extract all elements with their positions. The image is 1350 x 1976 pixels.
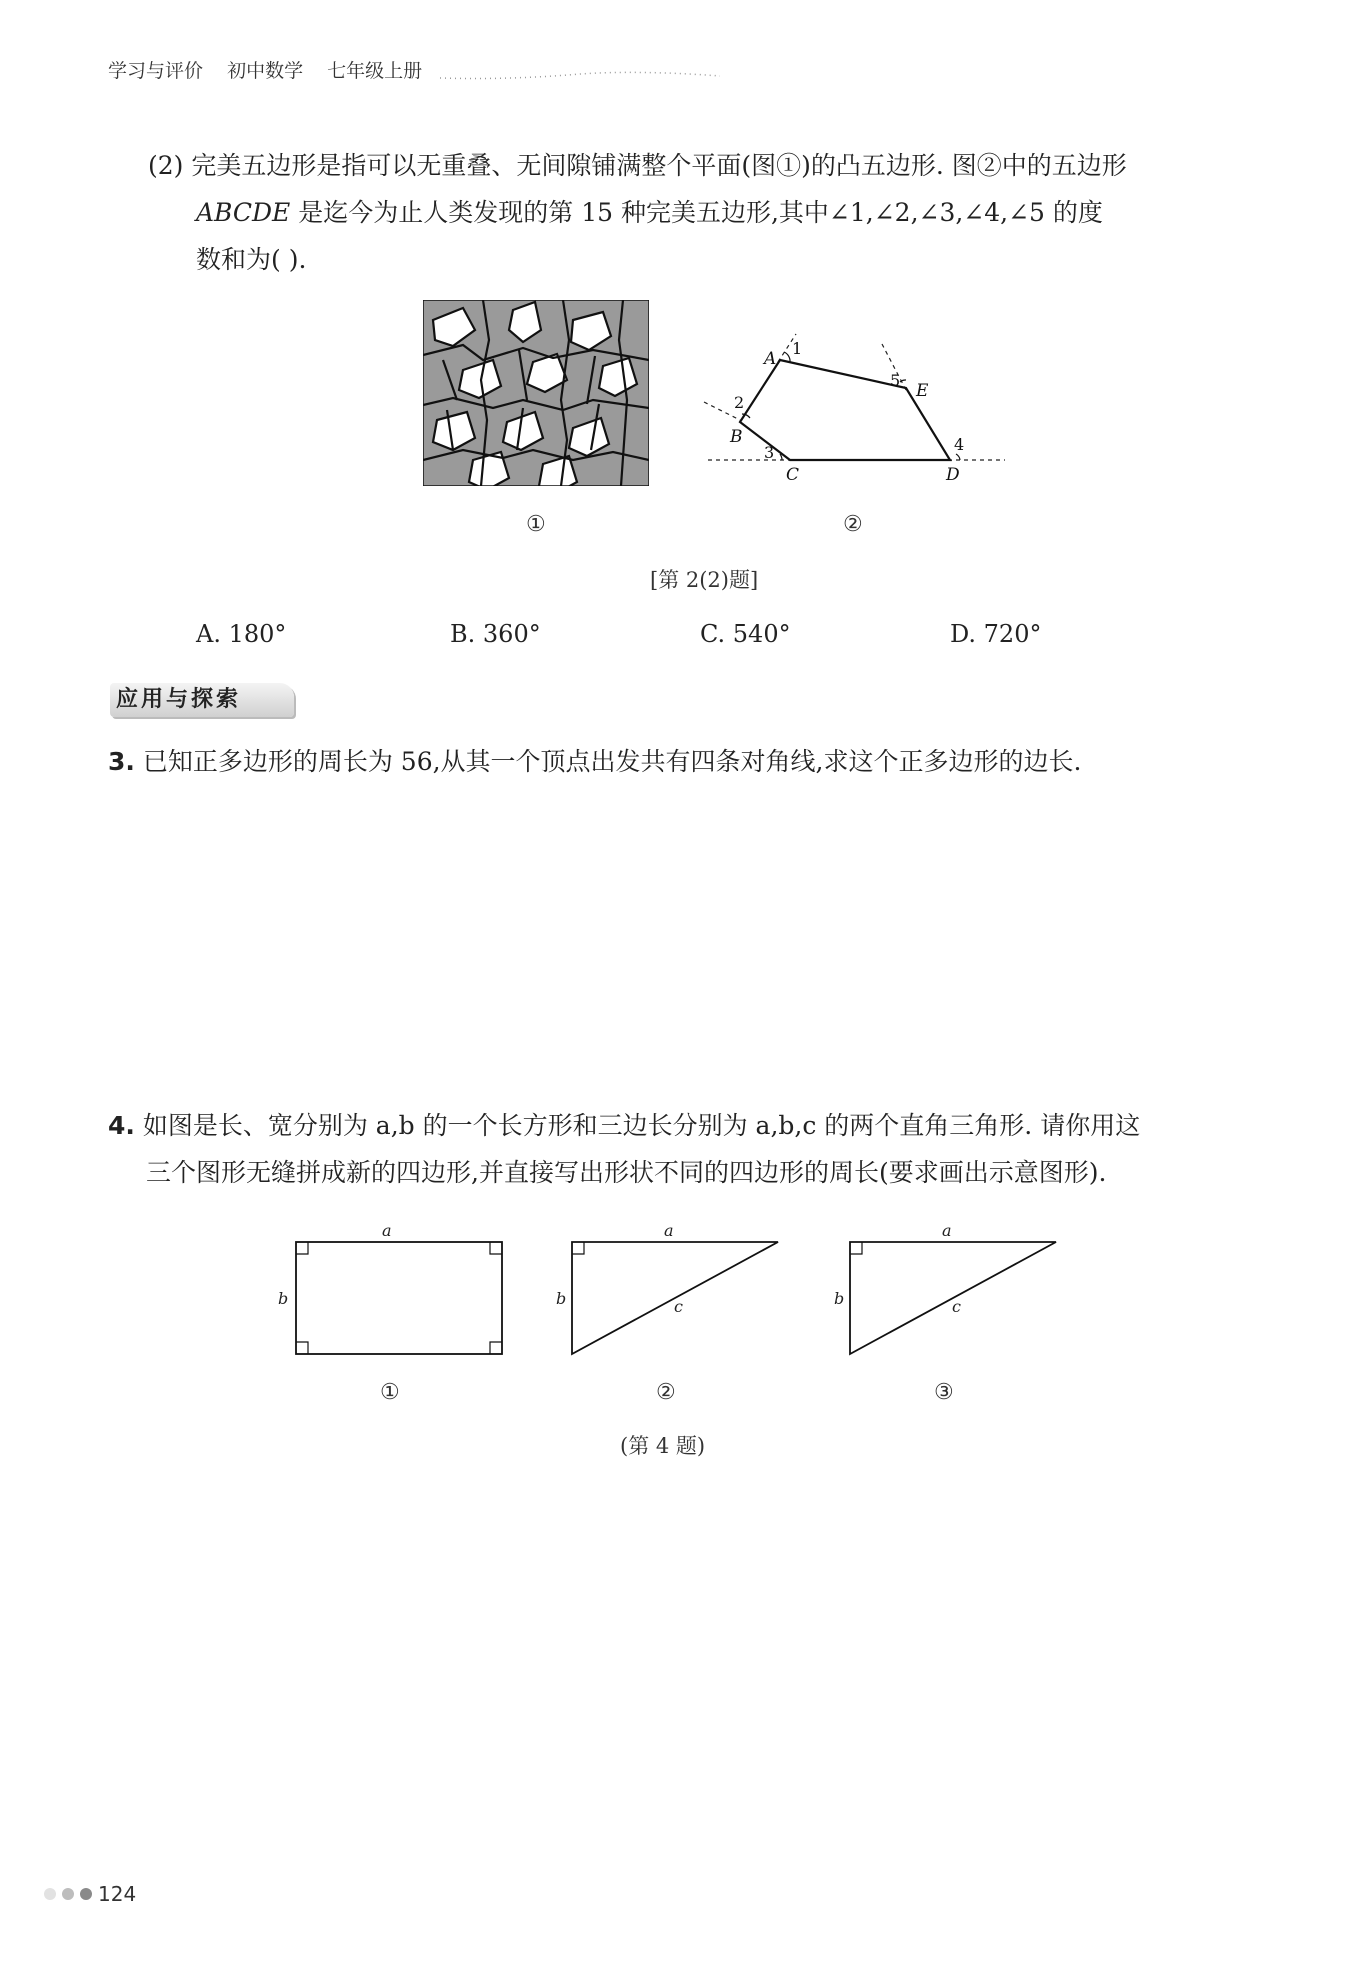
angle-label-5: 5 — [890, 371, 901, 390]
header-grade: 七年级上册 — [327, 60, 423, 82]
fig4-label-3: ③ — [934, 1380, 954, 1405]
pentagon-figure — [700, 330, 1010, 490]
footer-dot-icon — [44, 1888, 56, 1900]
question-4-line1 — [108, 1102, 1140, 1149]
tri3-side-b: b — [834, 1289, 845, 1308]
header-book: 学习与评价 — [108, 60, 204, 82]
q2-2-line1: (2) 完美五边形是指可以无重叠、无间隙铺满整个平面(图①)的凸五边形. 图②中的五边形 — [148, 151, 1127, 180]
tri3-side-c: c — [952, 1297, 961, 1316]
q2-2-line2-rest: 是迄今为止人类发现的第 15 种完美五边形,其中∠1,∠2,∠3,∠4,∠5 的度 — [290, 198, 1103, 227]
tiling-figure — [423, 300, 649, 486]
fig4-label-1: ① — [380, 1380, 400, 1405]
option-b: B. 360° — [450, 620, 541, 648]
angle-label-1: 1 — [792, 339, 803, 358]
page-header — [108, 56, 440, 83]
tri2-side-c: c — [674, 1297, 683, 1316]
rect-side-b: b — [278, 1289, 289, 1308]
header-subject: 初中数学 — [227, 60, 304, 82]
q3-number: 3. — [108, 747, 135, 776]
triangle-figure-2 — [548, 1220, 788, 1370]
rect-side-a: a — [382, 1221, 392, 1240]
vertex-b: B — [730, 427, 743, 447]
rectangle-figure — [270, 1220, 510, 1370]
vertex-d: D — [946, 465, 960, 485]
q2-2-line3: 数和为( ). — [196, 245, 307, 274]
tri3-side-a: a — [942, 1221, 952, 1240]
angle-label-4: 4 — [954, 435, 965, 454]
question-4-line2: 三个图形无缝拼成新的四边形,并直接写出形状不同的四边形的周长(要求画出示意图形). — [146, 1158, 1107, 1187]
fig4-label-2: ② — [656, 1380, 676, 1405]
q4-line1-text: 如图是长、宽分别为 a,b 的一个长方形和三边长分别为 a,b,c 的两个直角三角形. 请你用这 — [134, 1111, 1141, 1140]
header-decoration — [440, 68, 720, 82]
question-3 — [108, 738, 1081, 785]
tri2-side-b: b — [556, 1289, 567, 1308]
q2-2-caption: [第 2(2)题] — [650, 568, 759, 592]
pentagon-name: ABCDE — [196, 198, 291, 227]
footer-dot-icon — [62, 1888, 74, 1900]
footer-dot-icon — [80, 1888, 92, 1900]
vertex-a: A — [764, 349, 777, 369]
option-d: D. 720° — [950, 620, 1042, 648]
fig1-label: ① — [526, 512, 546, 537]
tri2-side-a: a — [664, 1221, 674, 1240]
section-title: 应用与探索 — [110, 683, 294, 717]
vertex-e: E — [916, 381, 929, 401]
q2-2-line2 — [196, 189, 1103, 236]
page-number: 124 — [98, 1882, 137, 1906]
option-a: A. 180° — [196, 620, 287, 648]
triangle-figure-3 — [826, 1220, 1066, 1370]
vertex-c: C — [786, 465, 800, 485]
option-c: C. 540° — [700, 620, 791, 648]
angle-label-3: 3 — [764, 443, 775, 462]
q4-number: 4. — [108, 1111, 135, 1140]
q4-caption: (第 4 题) — [620, 1434, 706, 1458]
fig2-label: ② — [843, 512, 863, 537]
angle-label-2: 2 — [734, 393, 745, 412]
page-footer — [44, 1882, 136, 1906]
q3-text: 已知正多边形的周长为 56,从其一个顶点出发共有四条对角线,求这个正多边形的边长. — [134, 747, 1082, 776]
